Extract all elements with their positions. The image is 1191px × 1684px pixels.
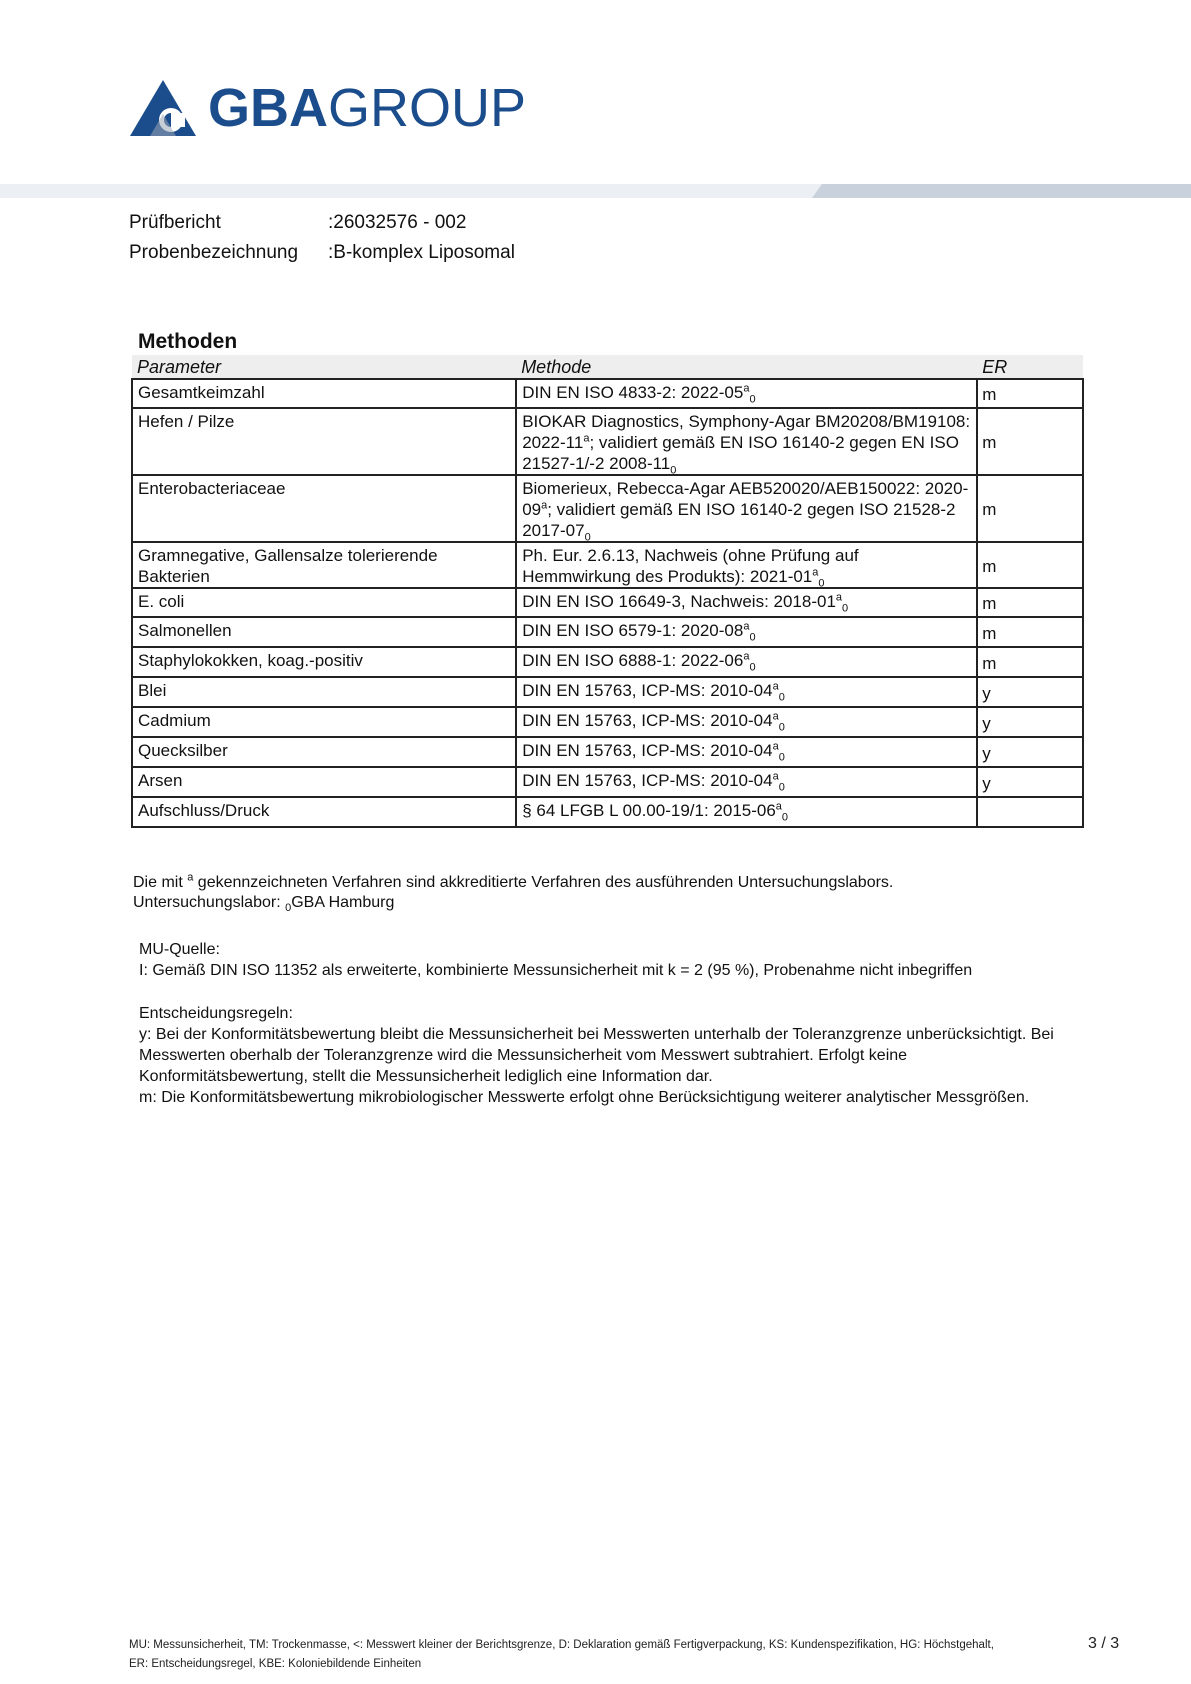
table-row (132, 677, 1083, 707)
param-cell: Quecksilber (132, 737, 516, 767)
footer-line-2: ER: Entscheidungsregel, KBE: Koloniebildende Einheiten (129, 1658, 422, 1670)
param-cell: Enterobacteriaceae (132, 475, 516, 542)
footer-line-1: MU: Messunsicherheit, TM: Trockenmasse, <: Messwert kleiner der Berichtsgrenze, D: Deklaration gemäß Fertigverpackung, KS: Kundenspezifikation, HG: Höchstgehalt, (129, 1639, 994, 1651)
report-number-row (129, 208, 515, 238)
mu-source (139, 939, 972, 981)
er-cell: m (977, 588, 1083, 617)
rule-m: m: Die Konformitätsbewertung mikrobiologischer Messwerte erfolgt ohne Berücksichtigung weiterer analytischer Messgrößen. (139, 1089, 1030, 1106)
header-band-accent (812, 184, 1191, 198)
table-row (132, 408, 1083, 475)
er-cell: y (977, 767, 1083, 797)
table-row (132, 617, 1083, 647)
method-cell: DIN EN 15763, ICP-MS: $2010-04^a_0$ (516, 707, 977, 737)
footer-legend (129, 1636, 1029, 1674)
table-row (132, 542, 1083, 588)
param-cell: Arsen (132, 767, 516, 797)
accreditation-notes (133, 873, 893, 913)
er-cell: m (977, 379, 1083, 408)
param-cell: Staphylokokken, koag.-positiv (132, 647, 516, 677)
sample-name-row (129, 238, 515, 268)
logo-light: GROUP (328, 78, 527, 138)
method-cell: DIN EN ISO 6888-1: $2022-06^a_0$ (516, 647, 977, 677)
method-cell: BIOKAR Diagnostics, Symphony-Agar BM20208/BM19108: 2022-11$^a$; validiert gemäß EN ISO 16140-2 gegen EN ISO 21527-1/-2 $2008-11_0$ (516, 408, 977, 475)
rule-y: y: Bei der Konformitätsbewertung bleibt die Messunsicherheit bei Messwerten unterhalb der Toleranzgrenze unberücksichtigt. Bei Messwerten oberhalb der Toleranzgrenze wird die Messunsicherheit vom Messwert subtrahiert. Erfolgt keine Konformitätsbewertung, stellt die Messunsicherheit lediglich eine Information dar. (139, 1026, 1054, 1085)
param-cell: Salmonellen (132, 617, 516, 647)
er-cell: y (977, 677, 1083, 707)
header-parameter: Parameter (132, 355, 516, 379)
report-meta (129, 208, 515, 268)
company-logo (130, 76, 526, 140)
mu-title: MU-Quelle: (139, 941, 220, 958)
table-header-row (132, 355, 1083, 379)
table-row (132, 797, 1083, 827)
lab-line: Untersuchungslabor: $_0$GBA Hamburg (133, 894, 395, 915)
er-cell: y (977, 737, 1083, 767)
param-cell: Blei (132, 677, 516, 707)
param-cell: Gesamtkeimzahl (132, 379, 516, 408)
er-cell: m (977, 408, 1083, 475)
gba-logo-icon (130, 80, 196, 136)
method-cell: DIN EN 15763, ICP-MS: $2010-04^a_0$ (516, 677, 977, 707)
er-cell: m (977, 475, 1083, 542)
param-cell: Cadmium (132, 707, 516, 737)
method-cell: DIN EN 15763, ICP-MS: $2010-04^a_0$ (516, 767, 977, 797)
sample-name-value: :B-komplex Liposomal (328, 242, 515, 263)
sample-name-label: Probenbezeichnung (129, 242, 299, 263)
method-cell: DIN EN ISO 16649-3, Nachweis: $2018-01^a_0$ (516, 588, 977, 617)
er-cell: m (977, 617, 1083, 647)
table-row (132, 767, 1083, 797)
method-cell: Ph. Eur. 2.6.13, Nachweis (ohne Prüfung auf Hemmwirkung des Produkts): $2021-01^a_0$ (516, 542, 977, 588)
table-row (132, 379, 1083, 408)
er-cell: y (977, 707, 1083, 737)
logo-wordmark (208, 78, 527, 138)
method-cell: Biomerieux, Rebecca-Agar AEB520020/AEB150022: 2020-09$^a$; validiert gemäß EN ISO 16140-2 gegen ISO 21528-2 $2017-07_0$ (516, 475, 977, 542)
section-title: Methoden (138, 330, 238, 353)
report-number-label: Prüfbericht (129, 212, 221, 233)
decision-rules (139, 1003, 1079, 1108)
method-cell: DIN EN 15763, ICP-MS: $2010-04^a_0$ (516, 737, 977, 767)
page-number: 3 / 3 (1088, 1635, 1120, 1652)
er-cell: m (977, 647, 1083, 677)
er-cell: m (977, 542, 1083, 588)
header-er: ER (977, 355, 1083, 379)
rules-title: Entscheidungsregeln: (139, 1005, 293, 1022)
header-method: Methode (516, 355, 977, 379)
table-row (132, 588, 1083, 617)
mu-text: I: Gemäß DIN ISO 11352 als erweiterte, kombinierte Messunsicherheit mit k = 2 (95 %), Probenahme nicht inbegriffen (139, 962, 973, 979)
header-band (0, 184, 1191, 198)
er-cell (977, 797, 1083, 827)
table-row (132, 647, 1083, 677)
method-cell: § 64 LFGB L 00.00-19/1: $2015-06^a_0$ (516, 797, 977, 827)
logo-bold: GBA (208, 78, 328, 138)
param-cell: Aufschluss/Druck (132, 797, 516, 827)
param-cell: Hefen / Pilze (132, 408, 516, 475)
table-row (132, 475, 1083, 542)
param-cell: E. coli (132, 588, 516, 617)
report-number-value: :26032576 - 002 (328, 212, 467, 233)
methods-table (131, 355, 1084, 828)
table-row (132, 737, 1083, 767)
param-cell: Gramnegative, Gallensalze tolerierende Bakterien (132, 542, 516, 588)
accreditation-line: Die mit $^a$ gekennzeichneten Verfahren sind akkreditierte Verfahren des ausführenden Untersuchungslabors. (133, 871, 894, 891)
method-cell: DIN EN ISO 6579-1: $2020-08^a_0$ (516, 617, 977, 647)
table-row (132, 707, 1083, 737)
method-cell: DIN EN ISO 4833-2: $2022-05^a_0$ (516, 379, 977, 408)
